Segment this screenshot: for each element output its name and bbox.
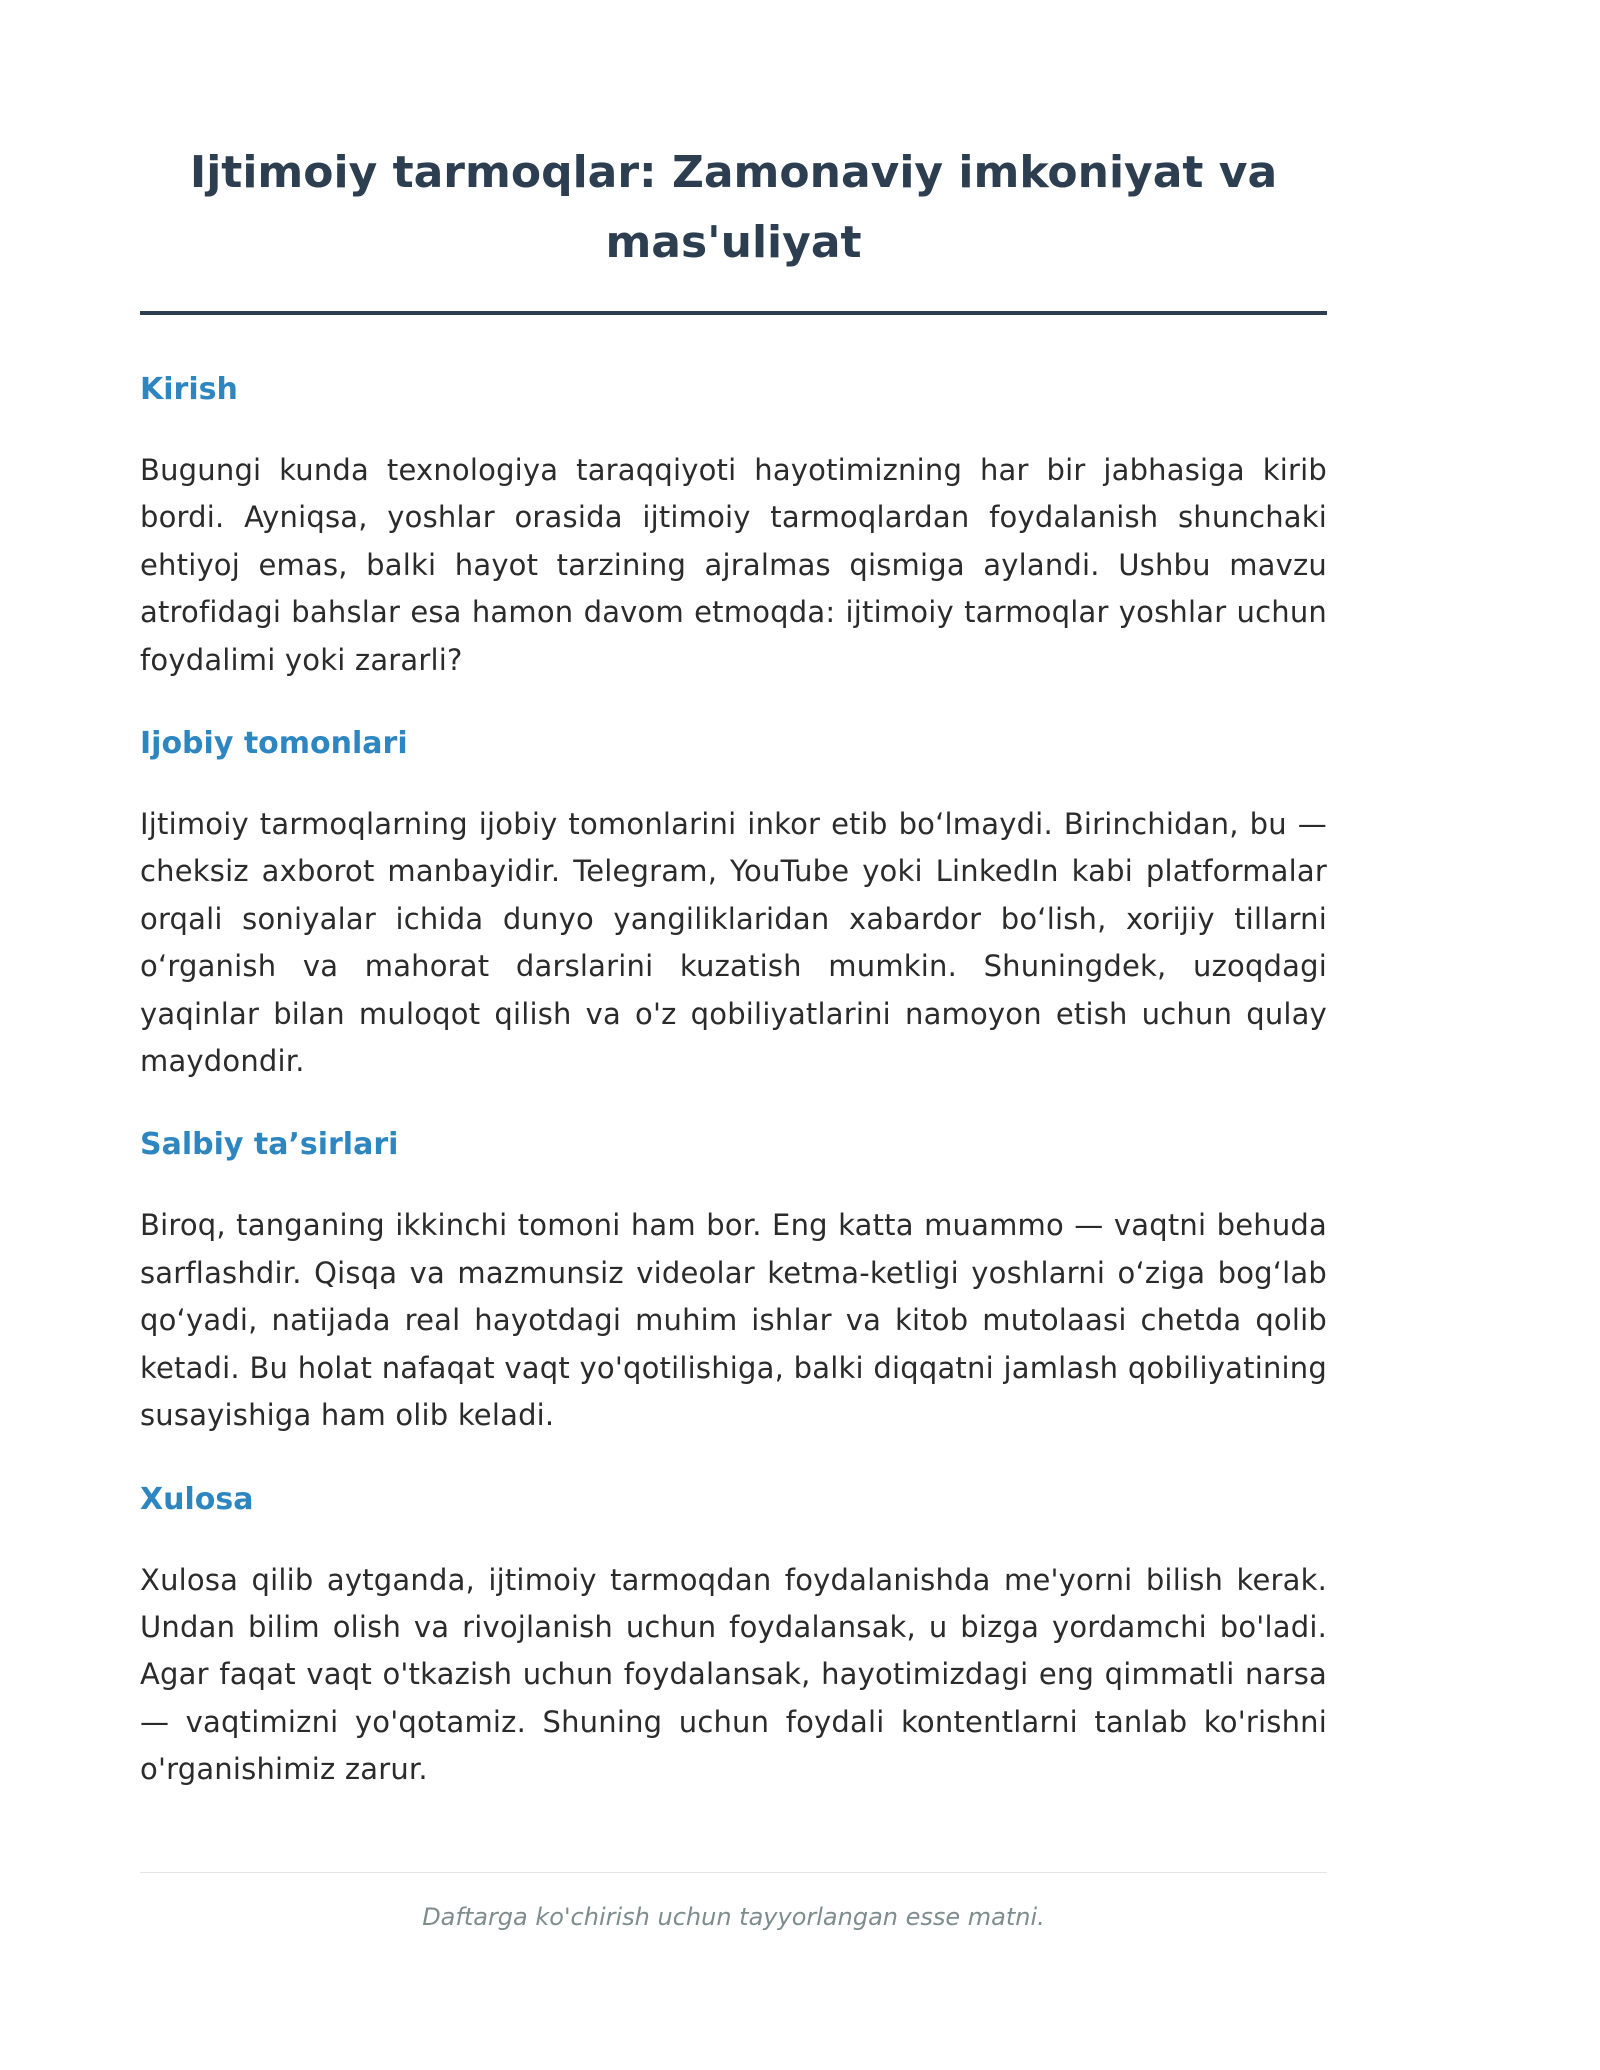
- section-introduction: [140, 370, 1327, 684]
- footer-note: Daftarga ko'chirish uchun tayyorlangan esse matni.: [422, 1902, 1045, 1931]
- section-positive-sides: [140, 724, 1327, 1085]
- footer-divider: [140, 1872, 1327, 1873]
- essay-page: [140, 138, 1327, 1933]
- section-heading: Salbiy ta’sirlari: [140, 1127, 399, 1163]
- section-paragraph: Xulosa qilib aytganda, ijtimoiy tarmoqdan foydalanishda me'yorni bilish kerak. Undan bilim olish va rivojlanish uchun foydalansak, u bizga yordamchi bo'ladi. Agar faqat vaqt o'tkazish uchun foydalansak, hayotimizdagi eng qimmatli narsa — vaqtimizni yo'qotamiz. Shuning uchun foydali kontentlarni tanlab ko'rishni o'rganishimiz zarur.: [140, 1562, 1327, 1787]
- section-conclusion: [140, 1480, 1327, 1794]
- section-paragraph: Bugungi kunda texnologiya taraqqiyoti hayotimizning har bir jabhasiga kirib bordi. Ayniqsa, yoshlar orasida ijtimoiy tarmoqlardan foydalanish shunchaki ehtiyoj emas, balki hayot tarzining ajralmas qismiga aylandi. Ushbu mavzu atrofidagi bahslar esa hamon davom etmoqda: ijtimoiy tarmoqlar yoshlar uchun foydalimi yoki zararli?: [140, 453, 1327, 677]
- section-heading: Xulosa: [140, 1481, 254, 1517]
- section-paragraph: Biroq, tanganing ikkinchi tomoni ham bor. Eng katta muammo — vaqtni behuda sarflashdir. Qisqa va mazmunsiz videolar ketma-ketligi yoshlarni o‘ziga bog‘lab qo‘yadi, natijada real hayotdagi muhim ishlar va kitob mutolaasi chetda qolib ketadi. Bu holat nafaqat vaqt yo'qotilishiga, balki diqqatni jamlash qobiliyatining susayishiga ham olib keladi.: [140, 1208, 1327, 1433]
- section-negative-effects: [140, 1125, 1327, 1439]
- section-paragraph: Ijtimoiy tarmoqlarning ijobiy tomonlarini inkor etib bo‘lmaydi. Birinchidan, bu — cheksiz axborot manbayidir. Telegram, YouTube yoki LinkedIn kabi platformalar orqali soniyalar ichida dunyo yangiliklaridan xabardor bo‘lish, xorijiy tillarni o‘rganish va mahorat darslarini kuzatish mumkin. Shuningdek, uzoqdagi yaqinlar bilan muloqot qilish va o'z qobiliyatlarini namoyon etish uchun qulay maydondir.: [140, 807, 1327, 1079]
- page-title: Ijtimoiy tarmoqlar: Zamonaviy imkoniyat va mas'uliyat: [140, 138, 1327, 315]
- section-heading: Kirish: [140, 372, 238, 407]
- section-heading: Ijobiy tomonlari: [140, 726, 408, 762]
